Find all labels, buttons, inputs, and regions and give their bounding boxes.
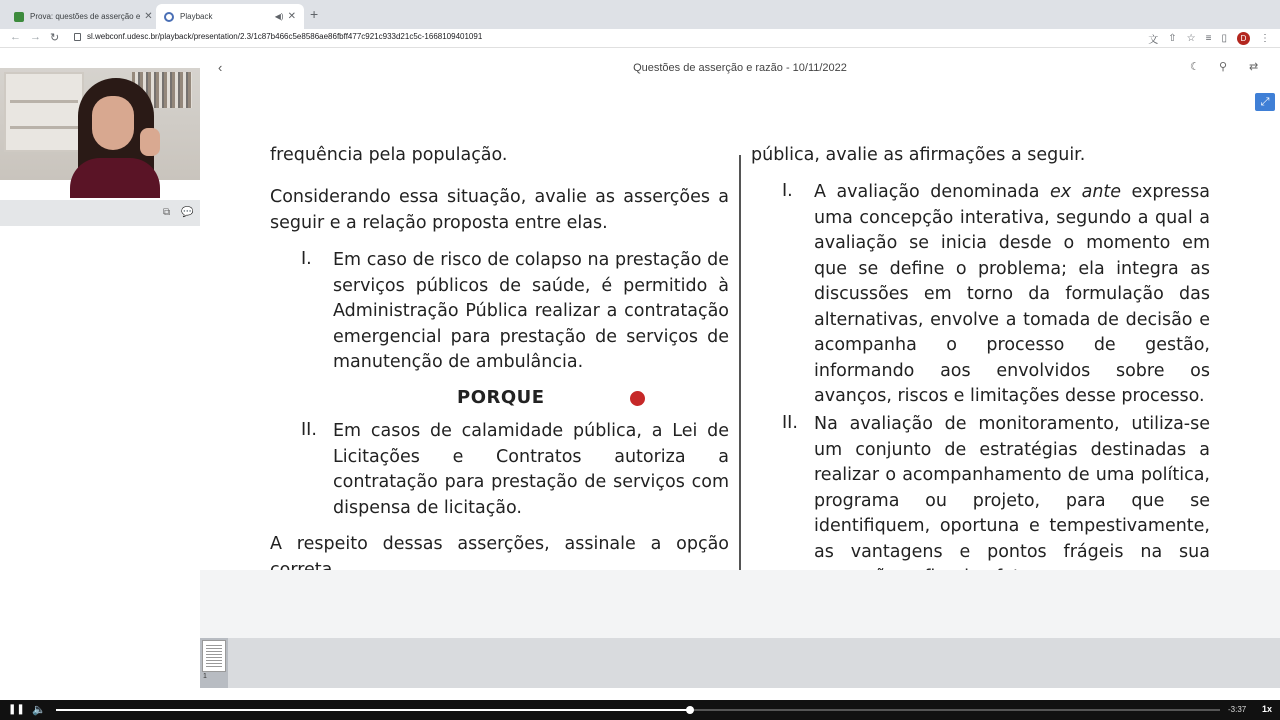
thumbnail-strip xyxy=(200,638,1280,688)
address-bar xyxy=(0,29,1280,48)
chat-panel xyxy=(0,226,200,700)
left-cut-text: frequência pela população. xyxy=(270,145,508,165)
new-tab-button[interactable]: + xyxy=(310,6,319,22)
playback-speed-button[interactable]: 1x xyxy=(1262,704,1273,714)
copy-icon[interactable]: ⧉ xyxy=(163,207,171,218)
url-field[interactable] xyxy=(74,32,482,41)
profile-avatar[interactable]: D xyxy=(1237,32,1250,45)
presentation-header xyxy=(200,48,1280,155)
chat-icon[interactable]: 💬 xyxy=(181,207,194,218)
swap-layout-icon[interactable]: ⇄ xyxy=(1249,61,1259,73)
volume-icon[interactable]: 🔈 xyxy=(32,704,46,716)
right-cut-text: pública, avalie as afirmações a seguir. xyxy=(751,145,1086,165)
side-panel-icon[interactable]: ▯ xyxy=(1221,33,1227,44)
slide-canvas xyxy=(200,145,1280,570)
left-item2-number: II. xyxy=(301,420,317,440)
browser-actions xyxy=(1148,31,1270,46)
tab-prova[interactable] xyxy=(6,4,154,29)
webcam-video xyxy=(0,68,200,180)
bookmark-star-icon[interactable]: ☆ xyxy=(1186,33,1196,44)
left-closing: A respeito dessas asserções, assinale a opção xyxy=(270,534,729,554)
bigbluebutton-favicon-icon xyxy=(164,12,174,22)
slide-thumbnail[interactable] xyxy=(200,638,228,688)
time-remaining: -3:37 xyxy=(1228,705,1247,714)
browser-tab-bar xyxy=(0,0,1280,29)
presentation-title: Questões de asserção e razão - 10/11/2022 xyxy=(633,62,847,74)
lock-icon xyxy=(74,33,81,41)
presenter-face xyxy=(92,96,134,150)
presenter-body xyxy=(70,158,160,198)
chevron-left-icon[interactable]: ‹ xyxy=(218,60,223,75)
back-icon[interactable]: ← xyxy=(10,31,21,43)
close-tab-icon[interactable]: ✕ xyxy=(287,11,296,22)
presentation-background xyxy=(200,570,1280,638)
forward-icon[interactable]: → xyxy=(30,31,41,43)
chat-toolbar xyxy=(0,200,200,226)
porque-connector: PORQUE xyxy=(457,387,545,408)
reload-icon[interactable]: ↻ xyxy=(50,32,60,44)
url-text: sl.webconf.udesc.br/playback/presentation/2.3/1c87b466c5e8586ae86fbff477c921c933d21c5c-1668109401091 xyxy=(87,32,483,41)
menu-kebab-icon[interactable]: ⋮ xyxy=(1260,33,1270,44)
progress-fill xyxy=(56,709,690,711)
moodle-favicon-icon xyxy=(14,12,24,22)
right-item2-number: II. xyxy=(782,413,798,433)
thumbnail-number: 1 xyxy=(203,673,207,680)
left-item2-text: Em casos de calamidade pública, a Lei de Licitações e Contratos autoriza a contratação para prestação de serviços com dispensa de licitação. xyxy=(333,421,729,518)
fullscreen-button[interactable]: ⤢ xyxy=(1255,93,1275,111)
left-intro: Considerando essa situação, avalie as asserções a seguir e a relação proposta entre elas. xyxy=(270,187,729,233)
tab-title: Prova: questões de asserção e xyxy=(30,12,141,21)
thumbnail-preview xyxy=(202,640,226,672)
tab-playback[interactable] xyxy=(156,4,304,29)
background-shelf xyxy=(4,72,84,152)
presenter-hand xyxy=(140,128,160,156)
media-control-icon[interactable]: ≡ xyxy=(1205,33,1212,44)
share-icon[interactable]: ⇧ xyxy=(1168,33,1177,44)
right-item1-number: I. xyxy=(782,181,793,201)
pause-icon[interactable]: ❚❚ xyxy=(8,704,25,715)
right-item1-text: A avaliação denominada ex ante expressa uma concepção interativa, segundo a qual a avaliação se inicia desde o momento em que se define o problema; ela integra as discussões em torno da formulação das alternativas, envolve a tomada de decisão e acompanha o processo de gestão, informando aos envolvidos sobre os avanços, riscos e limitações desse processo. xyxy=(814,182,1210,406)
dark-mode-icon[interactable]: ☾ xyxy=(1190,61,1200,73)
tab-title: Playback xyxy=(180,12,213,21)
translate-icon[interactable]: 文 xyxy=(1148,35,1159,46)
column-divider xyxy=(739,155,741,570)
left-item1-number: I. xyxy=(301,249,312,269)
search-icon[interactable]: ⚲ xyxy=(1219,61,1228,73)
audio-playing-icon[interactable]: ◀) xyxy=(274,12,284,21)
laser-pointer xyxy=(630,391,645,406)
progress-bar[interactable] xyxy=(56,709,1220,711)
progress-knob[interactable] xyxy=(686,706,694,714)
right-item2-text: Na avaliação de monitoramento, utiliza-se um conjunto de estratégias destinadas a realizar o acompanhamento de uma política, programa ou projeto, para que se identifiquem, oportuna e tempestivamente, as vantagens e pontos frágeis na sua xyxy=(814,414,1210,562)
close-tab-icon[interactable]: ✕ xyxy=(144,11,153,22)
player-controls xyxy=(0,700,1280,720)
left-item1-text: Em caso de risco de colapso na prestação de serviços públicos de saúde, é permitido à Administração Pública realizar a contratação emergencial para prestação de serviços de manutenção de ambulância. xyxy=(333,250,729,372)
